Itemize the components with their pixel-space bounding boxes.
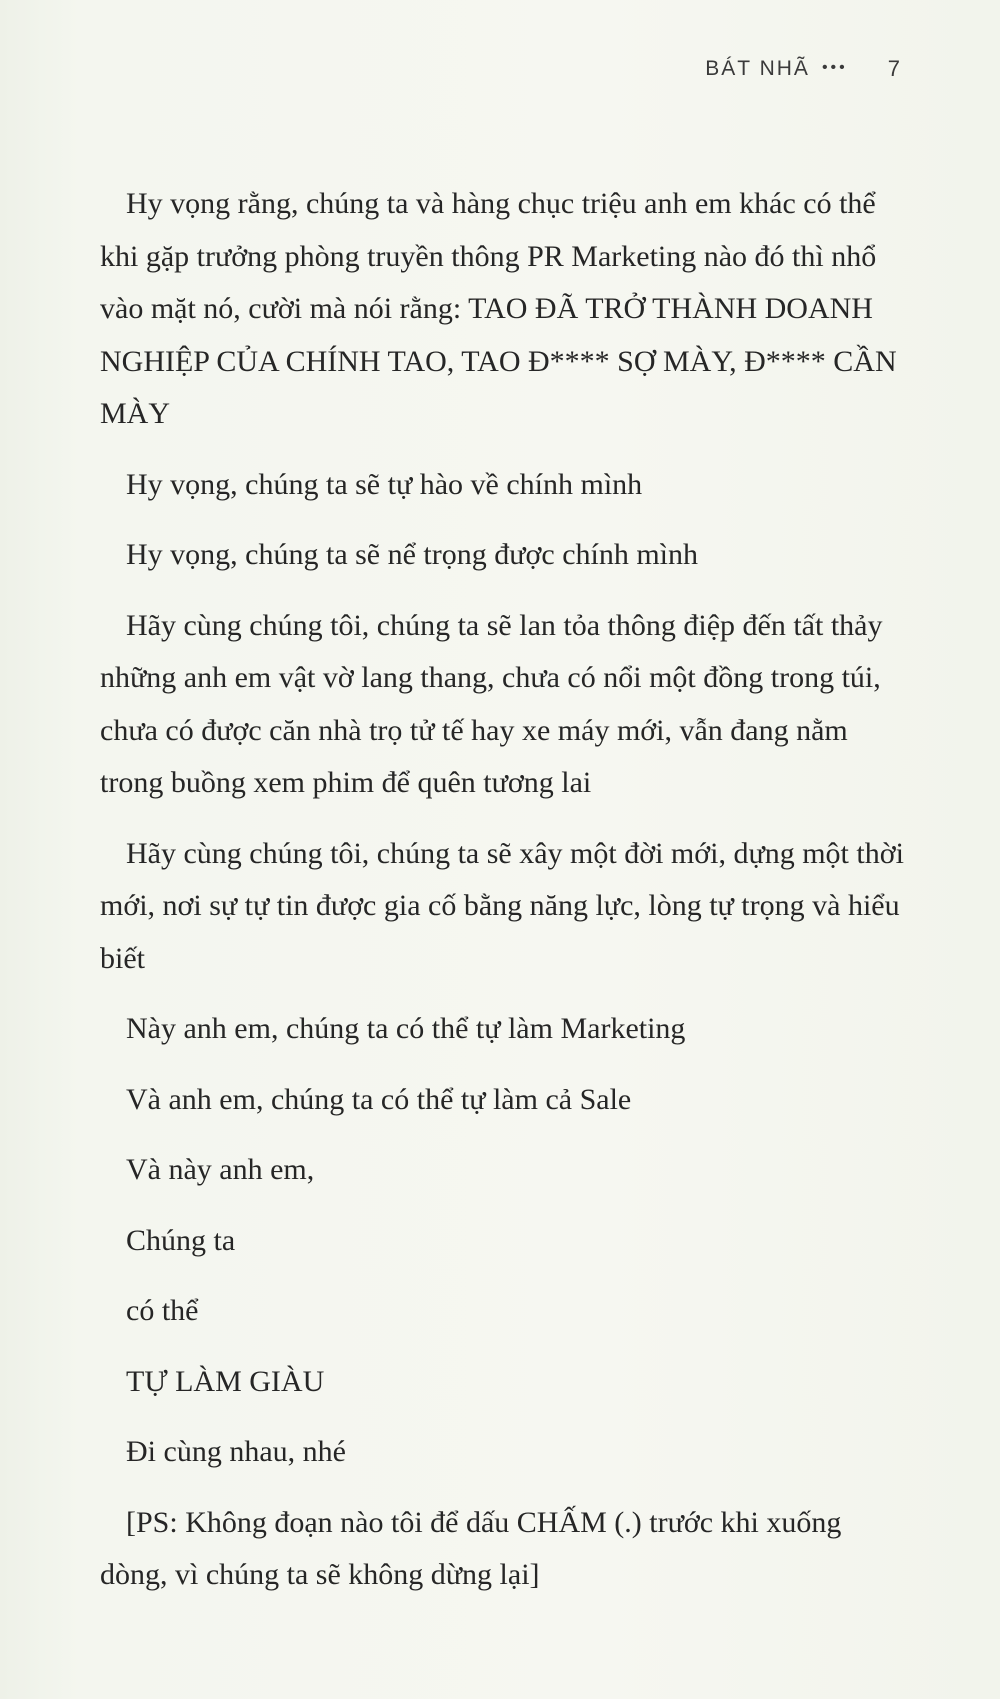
header-dots: ••• xyxy=(821,59,848,76)
body-text xyxy=(100,178,908,1602)
paragraph: Hy vọng rằng, chúng ta và hàng chục triệu anh em khác có thể khi gặp trưởng phòng truyền thông PR Marketing nào đó thì nhổ vào mặt nó, cười mà nói rằng: TAO ĐÃ TRỞ THÀNH DOANH NGHIỆP CỦA CHÍNH TAO, TAO Đ**** SỢ MÀY, Đ**** CẦN MÀY xyxy=(100,187,897,430)
paragraph: Và anh em, chúng ta có thể tự làm cả Sale xyxy=(126,1082,632,1116)
paragraph: TỰ LÀM GIÀU xyxy=(126,1364,325,1398)
postscript-note: [PS: Không đoạn nào tôi để dấu CHẤM (.) trước khi xuống dòng, vì chúng ta sẽ không dừng lại] xyxy=(100,1505,842,1591)
paragraph: Này anh em, chúng ta có thể tự làm Marketing xyxy=(126,1012,686,1045)
paragraph: Hãy cùng chúng tôi, chúng ta sẽ xây một đời mới, dựng một thời mới, nơi sự tự tin được gia cố bằng năng lực, lòng tự trọng và hiểu biết xyxy=(100,836,904,975)
page-number: 7 xyxy=(887,56,900,81)
paragraph: Hy vọng, chúng ta sẽ tự hào về chính mình xyxy=(126,467,643,501)
paragraph: Và này anh em, xyxy=(126,1153,315,1186)
paragraph: Hãy cùng chúng tôi, chúng ta sẽ lan tỏa thông điệp đến tất thảy những anh em vật vờ lang thang, chưa có nổi một đồng trong túi, chưa có được căn nhà trọ tử tế hay xe máy mới, vẫn đang nằm trong buồng xem phim để quên tương lai xyxy=(100,608,883,799)
paragraph: Chúng ta xyxy=(126,1223,236,1257)
paragraph: có thể xyxy=(126,1294,199,1327)
paragraph: Hy vọng, chúng ta sẽ nể trọng được chính mình xyxy=(126,538,699,571)
paragraph: Đi cùng nhau, nhé xyxy=(126,1435,346,1468)
running-title: BÁT NHÃ xyxy=(705,57,810,80)
running-header xyxy=(705,56,900,82)
